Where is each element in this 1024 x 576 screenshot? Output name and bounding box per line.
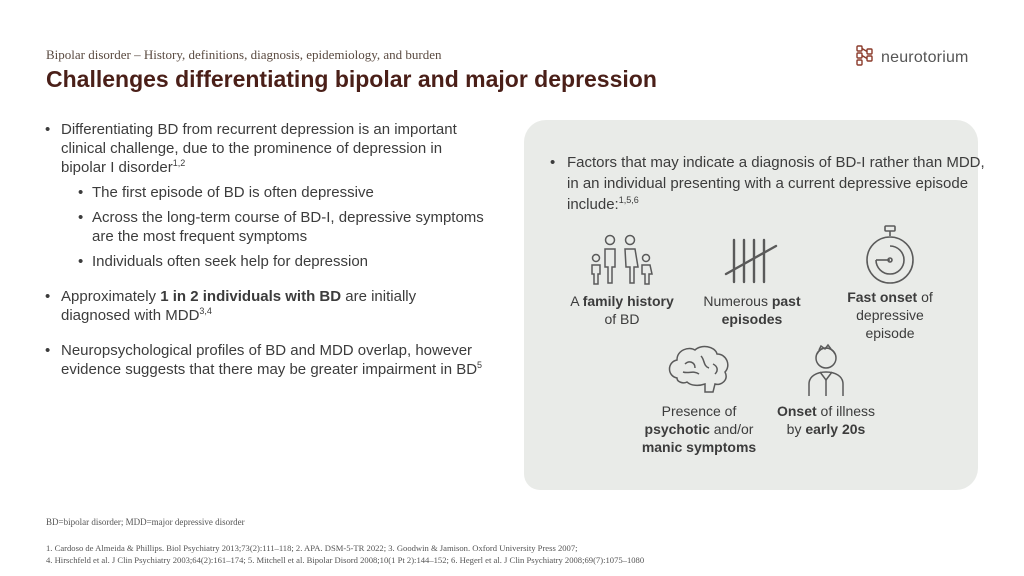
- abbreviations: BD=bipolar disorder; MDD=major depressive disorder: [46, 517, 245, 527]
- bullet-neuropsychological: • Neuropsychological profiles of BD and MDD overlap, however evidence suggests that there may be greater impairment in $BD^5$: [44, 341, 484, 379]
- factors-panel: [524, 120, 985, 490]
- bullet-misdiagnosis: • Approximately 1 in 2 individuals with BD are initially diagnosed with MDD$^{3,4}$: [44, 287, 484, 325]
- stopwatch-icon: [830, 224, 950, 288]
- brand-logo[interactable]: [855, 44, 969, 71]
- factor-psychotic-manic: Presence of psychotic and/or manic symptoms: [634, 342, 764, 456]
- sub-bullet-long-term-course: • Across the long-term course of BD-I, depressive symptoms are the most frequent symptoms: [78, 208, 484, 246]
- references: 1. Cardoso de Almeida & Phillips. Biol Psychiatry 2013;73(2):111–118; 2. APA. DSM-5-TR 2022; 3. Goodwin & Jamison. Oxford University Press 2007; 4. Hirschfeld et al. J Clin Psychiatry 2003;64(2):161–174; 5. Mitchell et al. Bipolar Disord 2008;10(1 Pt 2):144–152; 6. Hegerl et al. J Clin Psychiatry 2008;69(7):1075–1080: [46, 543, 645, 565]
- family-icon: [562, 232, 682, 288]
- factor-family-history: A family history of BD: [562, 232, 682, 328]
- slide-subtitle: Bipolar disorder – History, definitions, diagnosis, epidemiology, and burden: [46, 47, 442, 62]
- sub-bullet-first-episode: • The first episode of BD is often depressive: [78, 183, 484, 202]
- logo-text: neurotorium: [881, 48, 969, 66]
- sub-bullet-seek-help: • Individuals often seek help for depression: [78, 252, 484, 271]
- left-content: [44, 120, 484, 395]
- tally-icon: [696, 232, 808, 288]
- brain-icon: [634, 342, 764, 398]
- bullet-differentiating: • Differentiating BD from recurrent depression is an important clinical challenge, due to the prominence of depression in bipolar I disorder$^{1,2}$ • The first episode of BD is often depressive • Across the long-term course of BD-I, depressive symptoms are the most frequent symptoms • Individuals often seek help for depression: [44, 120, 484, 271]
- slide-title: Challenges differentiating bipolar and major depression: [46, 66, 657, 92]
- factor-past-episodes: Numerous past episodes: [696, 232, 808, 328]
- factor-fast-onset: Fast onset of depressive episode: [830, 224, 950, 342]
- person-icon: [764, 342, 888, 398]
- factor-early-onset: Onset of illness by early 20s: [764, 342, 888, 438]
- logo-icon: [855, 44, 875, 71]
- factors-intro: • Factors that may indicate a diagnosis of BD-I rather than MDD, in an individual presenting with a current depressive episode include:$^{1,5,6}$: [550, 152, 987, 215]
